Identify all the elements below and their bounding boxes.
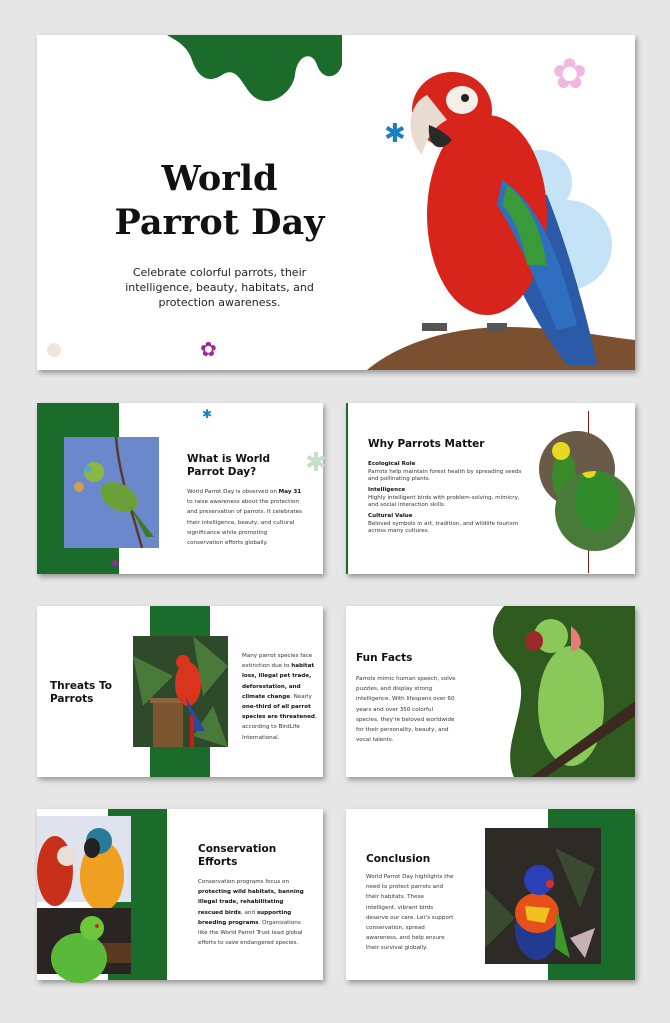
body-bold: one-third of all parrot species are threatened	[242, 704, 315, 721]
green-blob-decoration	[167, 35, 342, 105]
reason-heading: Cultural Value	[368, 513, 413, 519]
body-bold: habitat loss, illegal pet trade, deforestation, and climate change	[242, 663, 315, 700]
green-parrot-image	[64, 437, 159, 548]
reason-heading: Intelligence	[368, 487, 406, 493]
slide-heading: Conservation Efforts	[198, 843, 277, 868]
body-bold: protecting wild habitats, banning illegal trade, rehabilitating rescued birds	[198, 889, 304, 916]
green-edge	[346, 403, 348, 574]
slide-body	[242, 651, 322, 743]
purple-flower-icon: ✿	[200, 339, 217, 361]
slide-heading: What is World Parrot Day?	[187, 453, 271, 478]
reasons-list	[368, 460, 528, 535]
body-text: , and	[240, 909, 257, 916]
subtitle: Celebrate colorful parrots, their intelligence, beauty, habitats, and protection awareness.	[125, 266, 314, 309]
slide-body	[187, 487, 305, 548]
rainbow-lorikeet-image	[485, 828, 601, 964]
body-text: Many parrot species face extinction due to	[242, 653, 313, 670]
body-text: World Parrot Day is observed on	[187, 489, 279, 495]
slide-why-matter[interactable]	[346, 403, 635, 574]
reason-heading: Ecological Role	[368, 461, 416, 467]
slide-conservation[interactable]	[37, 809, 323, 980]
mint-flower-icon: ✱	[305, 447, 327, 477]
green-amazon-parrot-image	[37, 908, 131, 974]
beige-dot-decoration	[47, 343, 61, 357]
macaw-on-post-image	[133, 636, 228, 747]
reason-text: Parrots help maintain forest health by spreading seeds and pollinating plants.	[368, 469, 522, 482]
body-text: . Nearly	[290, 693, 312, 700]
reason-text: Highly intelligent birds with problem-solving, mimicry, and social interaction skills.	[368, 495, 520, 508]
macaws-pair-image	[37, 816, 131, 902]
slide-what-is[interactable]	[37, 403, 327, 574]
yellow-headed-parrots-image	[539, 431, 635, 553]
body-bold: May 31	[278, 489, 302, 495]
slide-title[interactable]	[37, 35, 635, 370]
title-line-2: Parrot Day	[114, 202, 325, 243]
blue-asterisk-icon: ✱	[202, 407, 213, 421]
slide-body: World Parrot Day highlights the need to protect parrots and their habitats. These intelligent, vibrant birds deserve our care. Let's support conservation, spread awareness, and help ensure their survival globally.	[366, 874, 454, 952]
body-text: to raise awareness about the protection and preservation of parrots. It celebrates their intelligence, beauty, and cultural significance while promoting conservation efforts globally.	[187, 499, 302, 547]
slide-heading: Threats To Parrots	[50, 680, 112, 705]
slide-heading: Fun Facts	[356, 652, 413, 664]
blue-asterisk-icon: ✱	[384, 118, 406, 148]
pink-flower-icon: ✿	[552, 50, 588, 97]
body-bold: supporting breeding programs	[198, 909, 292, 926]
purple-flower-icon: ✱	[111, 559, 120, 570]
title-line-1: World	[161, 158, 278, 199]
body-text: , according to BirdLife International.	[242, 714, 317, 741]
reason-text: Beloved symbols in art, tradition, and wildlife tourism across many cultures.	[368, 521, 519, 534]
slide-conclusion[interactable]	[346, 809, 635, 980]
slide-body: Parrots mimic human speech, solve puzzles, and display strong intelligence. With lifespans over 60 years and over 350 colorful species, they're beloved worldwide for their personality, beauty, and vocal talents.	[356, 676, 456, 744]
body-text: . Organizations like the World Parrot Trust lead global efforts to save endangered species.	[198, 919, 303, 947]
body-text: Conservation programs focus on	[198, 879, 290, 885]
scarlet-macaw-image	[367, 65, 635, 370]
slide-threats[interactable]	[37, 606, 323, 777]
slide-fun-facts[interactable]	[346, 606, 635, 777]
reason-item	[368, 460, 528, 483]
slide-heading: Why Parrots Matter	[368, 438, 485, 450]
slide-body	[198, 877, 308, 948]
reason-item	[368, 486, 528, 509]
slide-heading: Conclusion	[366, 853, 431, 865]
reason-item	[368, 512, 528, 535]
